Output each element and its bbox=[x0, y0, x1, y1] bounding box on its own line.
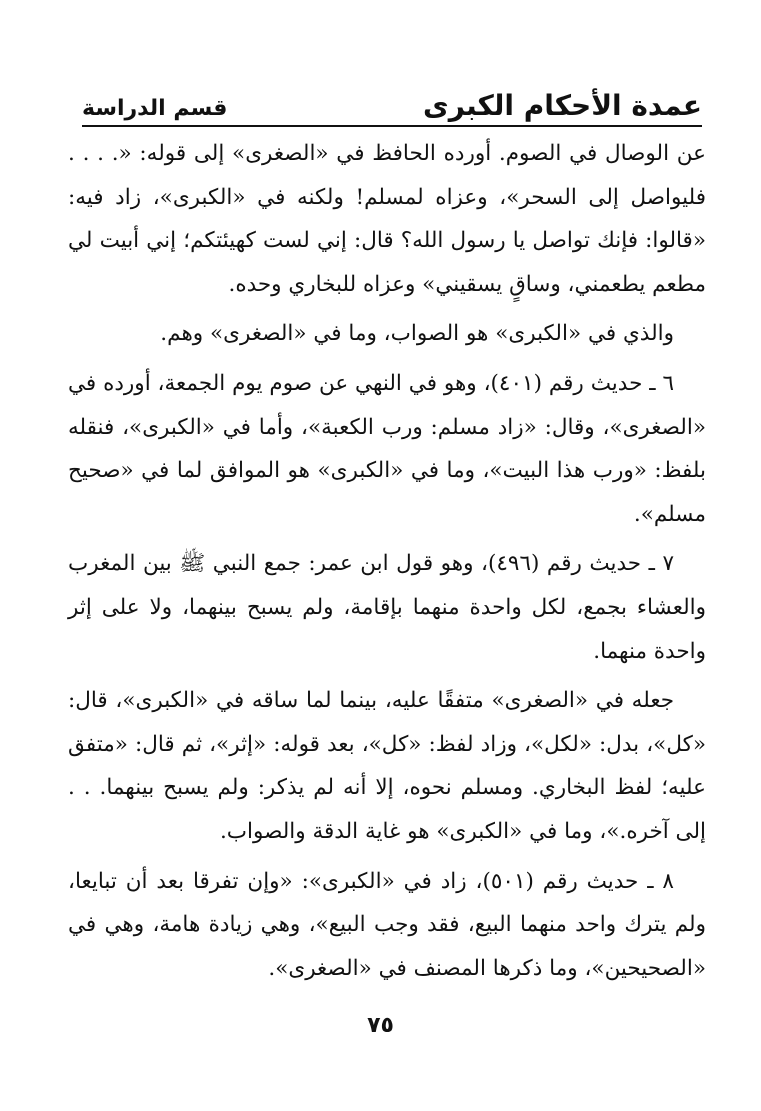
paragraph-wisal: عن الوصال في الصوم. أورده الحافظ في «الصغرى» إلى قوله: «. . . . فليواصل إلى السحر»، وعزاه لمسلم! ولكنه في «الكبرى»، زاد فيه: «قالوا: فإنك تواصل يا رسول الله؟ قال: إني لست كهيئتكم؛ إني أبيت لي مطعم يطعمني، وساقٍ يسقيني» وعزاه للبخاري وحده. bbox=[68, 141, 706, 297]
paragraph-hadith-496: ٧ ـ حديث رقم (٤٩٦)، وهو قول ابن عمر: جمع النبي ﷺ بين المغرب والعشاء بجمع، لكل واحدة منهما بإقامة، ولم يسبح بينهما، ولا على إثر واحدة منهما. bbox=[68, 551, 706, 664]
paragraph-hadith-496-comment: جعله في «الصغرى» متفقًا عليه، بينما لما ساقه في «الكبرى»، قال: «كل»، بدل: «لكل»، وزاد لفظ: «كل»، بعد قوله: «إثر»، ثم قال: «متفق عليه؛ لفظ البخاري. ومسلم نحوه، إلا أنه لم يذكر: ولم يسبح بينهما. . . إلى آخره.»، وما في «الكبرى» هو غاية الدقة والصواب. bbox=[68, 688, 706, 844]
page-number: ٧٥ bbox=[367, 1013, 394, 1038]
paragraph-hadith-401: ٦ ـ حديث رقم (٤٠١)، وهو في النهي عن صوم يوم الجمعة، أورده في «الصغرى»، وقال: «زاد مسلم: ورب الكعبة»، وأما في «الكبرى»، فنقله بلفظ: «ورب هذا البيت»، وما في «الكبرى» هو الموافق لما في «صحيح مسلم». bbox=[68, 370, 706, 527]
page-body bbox=[68, 132, 706, 996]
book-title: عمدة الأحكام الكبرى bbox=[423, 89, 702, 122]
section-title: قسم الدراسة bbox=[82, 96, 228, 121]
header-rule bbox=[82, 125, 702, 127]
paragraph-hadith-501: ٨ ـ حديث رقم (٥٠١)، زاد في «الكبرى»: «وإن تفرقا بعد أن تبايعا، ولم يترك واحد منهما البيع، فقد وجب البيع»، وهي زيادة هامة، وهي في «الصحيحين»، وما ذكرها المصنف في «الصغرى». bbox=[68, 868, 706, 981]
paragraph-conclusion: والذي في «الكبرى» هو الصواب، وما في «الصغرى» وهم. bbox=[160, 321, 674, 347]
running-header bbox=[82, 80, 702, 124]
